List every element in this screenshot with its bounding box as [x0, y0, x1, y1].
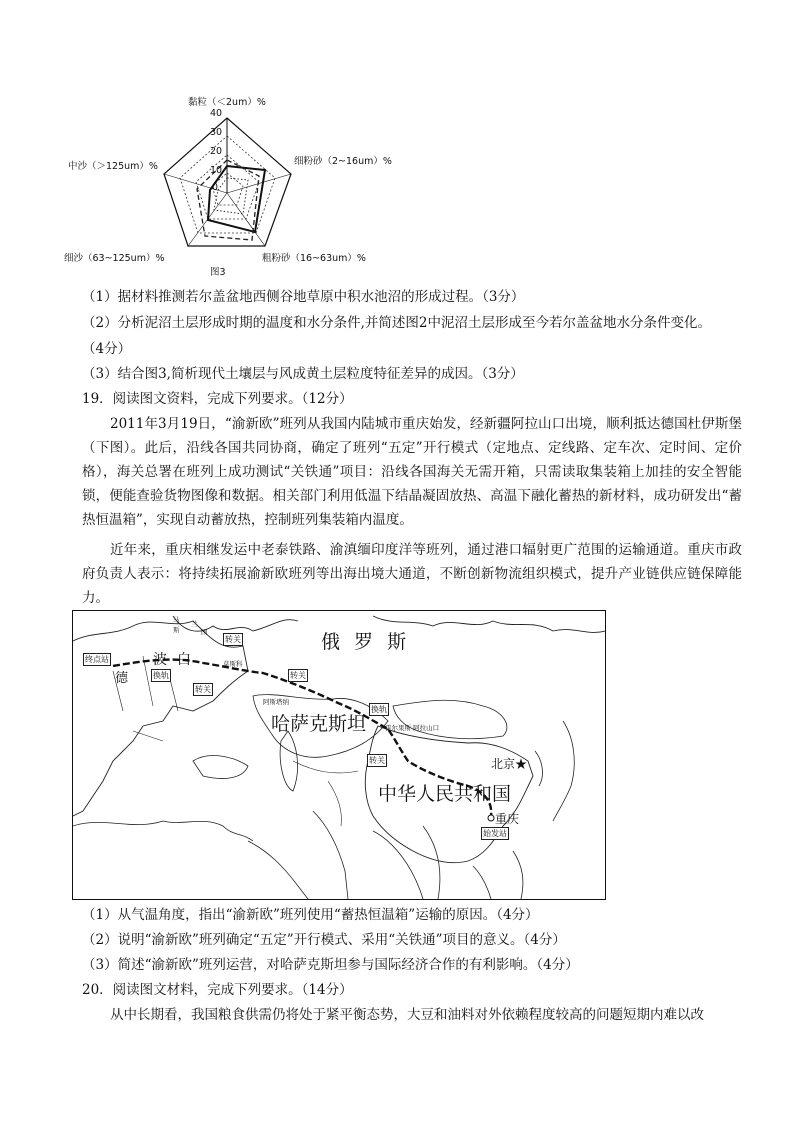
label-small-1: 马 [173, 616, 180, 624]
label-china: 中华人民共和国 [378, 783, 512, 805]
label-astana: 阿斯塔纳 [263, 698, 289, 706]
tick-0: 0 [212, 182, 219, 193]
figure-3 [60, 90, 400, 280]
radar-series-dotted [214, 178, 248, 214]
q19-sub1: （1）从气温角度，指出“渝新欧”班列使用“蓄热恒温箱”运输的原因。（4分） [82, 907, 539, 923]
box-gauge-2: 换轨 [371, 705, 387, 714]
tick-10: 10 [210, 165, 223, 176]
label-small-3: 兰 [191, 620, 198, 628]
box-transship-1: 转关 [225, 635, 241, 644]
figure-3-caption: 图3 [210, 267, 226, 278]
label-kazakhstan: 哈萨克斯坦 [271, 713, 367, 735]
q18-sub2-line2: （4分） [82, 341, 132, 357]
q18-sub1: （1）据材料推测若尔盖盆地西侧谷地草原中积水池沼的形成过程。（3分） [82, 289, 525, 305]
radar-series-dashed [197, 160, 259, 240]
q20-heading: 20．阅读图文材料，完成下列要求。（14分） [82, 982, 353, 998]
axis-label-medium-sand: 中沙（＞125um）% [68, 161, 158, 172]
q18-sub3: （3）结合图3,简析现代土壤层与风成黄土层粒度特征差异的成因。（3分） [82, 366, 524, 382]
box-origin: 始发站 [483, 829, 507, 838]
q19-paragraph-1: 2011年3月19日，“渝新欧”班列从我国内陆城市重庆始发，经新疆阿拉山口出境，顺利抵达德国杜伊斯堡（下图）。此后，沿线各国共同协商，确定了班列“五定”开行模式（定地点、定线路、定车次、定时间、定价格），海关总署在班列上成功测试“关铁通”项目：沿线各国海关无需开箱，只需读取集装箱上加挂的安全智能锁，便能查验货物图像和数据。相关部门利用低温下结晶凝固放热、高温下融化蓄热的新材料，成功研发出“蓄热恒温箱”，实现自动蓄放热，控制班列集装箱内温度。 [82, 416, 742, 528]
q19-heading: 19．阅读图文资料，完成下列要求。（12分） [82, 391, 353, 407]
tick-20: 20 [210, 146, 223, 157]
q18-sub2-line1: （2）分析泥沼土层形成时期的温度和水分条件,并简述图2中泥沼土层形成至今若尔盖盆地水分条件变化。 [82, 315, 711, 331]
q19-sub2: （2）说明“渝新欧”班列确定“五定”开行模式、采用“关铁通”项目的意义。（4分） [82, 932, 566, 948]
tick-30: 30 [210, 127, 223, 138]
label-small-4: 国 [201, 628, 208, 636]
box-transship-4: 转关 [369, 756, 385, 765]
box-terminal: 终点站 [85, 655, 109, 664]
label-poland: 波 [153, 652, 167, 668]
label-small-2: 斯 [173, 626, 180, 634]
axis-label-coarse-silt: 粗粉砂（16~63um）% [262, 253, 366, 264]
q20-paragraph-1: 从中长期看，我国粮食供需仍将处于紧平衡态势，大豆和油料对外依赖程度较高的问题短期内难以改 [110, 1007, 704, 1023]
label-chongqing: 重庆 [495, 812, 520, 826]
axis-label-clay: 黏粒（＜2um）% [188, 97, 266, 108]
q19-sub3: （3）简述“渝新欧”班列运营，对哈萨克斯坦参与国际经济合作的有利影响。（4分） [82, 957, 579, 973]
label-russia: 俄 罗 斯 [321, 631, 411, 653]
q19-paragraph-2: 近年来，重庆相继发运中老泰铁路、渝滇缅印度洋等班列，通过港口辐射更广范围的运输通道。重庆市政府负责人表示：将持续拓展渝新欧班列等出海出境大通道，不断创新物流组织模式，提升产业链供应链保障能力。 [82, 542, 742, 606]
box-gauge-1: 换轨 [153, 671, 169, 680]
tick-40: 40 [210, 108, 223, 119]
axis-label-fine-sand: 细沙（63~125um）% [64, 253, 165, 264]
label-beijing: 北京★ [491, 757, 528, 771]
box-transship-3: 转关 [290, 671, 306, 680]
chongqing-marker [488, 815, 494, 821]
label-border-ports: 霍尔果斯 阿拉山口 [385, 724, 440, 732]
label-belarus: 白 [177, 652, 191, 668]
axis-label-fine-silt: 细粉砂（2~16um）% [294, 156, 392, 167]
box-transship-2: 转关 [195, 685, 211, 694]
label-germany: 德 [115, 671, 129, 686]
route-map [72, 610, 606, 900]
label-moscow-area: 莫斯科 [223, 660, 243, 668]
